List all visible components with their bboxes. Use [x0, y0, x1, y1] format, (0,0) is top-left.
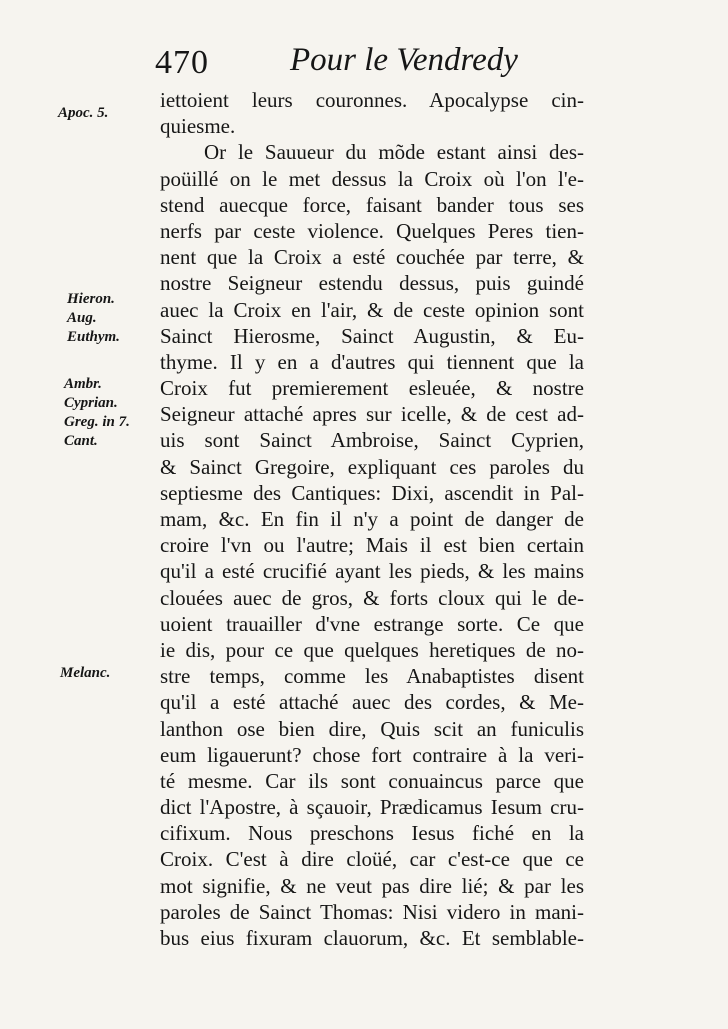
text-line: auec la Croix en l'air, & de ceste opinion sont	[160, 297, 584, 322]
text-line: ie dis, pour ce que quelques heretiques de no-	[160, 637, 584, 662]
margin-note: Apoc. 5.	[58, 105, 109, 121]
text-line: septiesme des Cantiques: Dixi, ascendit in Pal-	[160, 480, 584, 505]
text-line: mot signifie, & ne veut pas dire lié; & par les	[160, 873, 584, 898]
margin-note: Aug.	[67, 310, 97, 326]
text-line: paroles de Sainct Thomas: Nisi videro in mani-	[160, 899, 584, 924]
text-line: nerfs par ceste violence. Quelques Peres tien-	[160, 218, 584, 243]
text-line: qu'il a esté attaché auec des cordes, & Me-	[160, 690, 584, 715]
text-line: uis sont Sainct Ambroise, Sainct Cyprien,	[160, 428, 584, 453]
text-line: eum ligauerunt? chose fort contraire à la veri-	[160, 742, 584, 767]
text-line: Croix. C'est à dire cloüé, car c'est-ce que ce	[160, 847, 584, 872]
margin-note: Cyprian.	[64, 395, 118, 411]
text-line: Sainct Hierosme, Sainct Augustin, & Eu-	[160, 323, 584, 348]
text-line: Or le Sauueur du mõde estant ainsi des-	[204, 140, 584, 165]
text-line: thyme. Il y en a d'autres qui tiennent que la	[160, 349, 584, 374]
text-line: té mesme. Car ils sont conuaincus parce que	[160, 768, 584, 793]
margin-note: Hieron.	[67, 291, 115, 307]
margin-note: Ambr.	[64, 376, 102, 392]
text-line: uoient trauailler d'vne estrange sorte. Ce que	[160, 611, 584, 636]
text-line: qu'il a esté crucifié ayant les pieds, & les mains	[160, 559, 584, 584]
text-line: nostre Seigneur estendu dessus, puis guindé	[160, 271, 584, 296]
page-header	[155, 40, 575, 84]
text-line: lanthon ose bien dire, Quis scit an funiculis	[160, 716, 584, 741]
text-line: & Sainct Gregoire, expliquant ces paroles du	[160, 454, 584, 479]
text-line: stre temps, comme les Anabaptistes disent	[160, 664, 584, 689]
text-line: cifixum. Nous preschons Iesus fiché en la	[160, 821, 584, 846]
text-line: Croix fut premierement esleuée, & nostre	[160, 376, 584, 401]
running-head: Pour le Vendredy	[290, 42, 518, 78]
text-line: stend auecque force, faisant bander tous ses	[160, 192, 584, 217]
margin-note: Greg. in 7.	[64, 414, 130, 430]
text-line: mam, &c. En fin il n'y a point de danger de	[160, 507, 584, 531]
margin-note: Melanc.	[60, 665, 111, 681]
body-text	[160, 87, 584, 951]
text-line: iettoient leurs couronnes. Apocalypse cin-	[160, 88, 584, 112]
text-line: quiesme.	[160, 114, 236, 139]
text-line: dict l'Apostre, à sçauoir, Prædicamus Iesum cru-	[160, 795, 584, 820]
text-line: poüillé on le met dessus la Croix où l'on l'e-	[160, 166, 584, 191]
text-line: croire l'vn ou l'autre; Mais il est bien certain	[160, 533, 584, 558]
text-line: nent que la Croix a esté couchée par terre, &	[160, 245, 584, 270]
text-line: clouées auec de gros, & forts cloux qui le de-	[160, 585, 584, 610]
text-line: bus eius fixuram clauorum, &c. Et semblable-	[160, 926, 584, 950]
margin-note: Euthym.	[67, 329, 120, 345]
text-line: Seigneur attaché apres sur icelle, & de cest ad-	[160, 402, 584, 427]
page-number: 470	[155, 44, 209, 81]
margin-note: Cant.	[64, 433, 98, 449]
